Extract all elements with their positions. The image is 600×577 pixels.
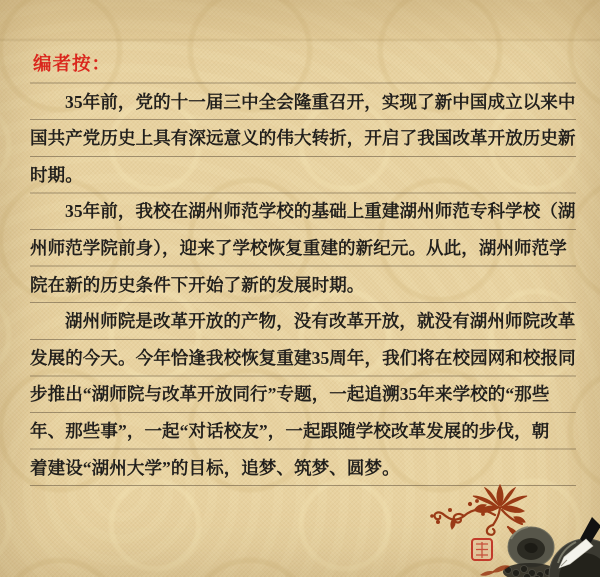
text-line: 院在新的历史条件下开始了新的发展时期。 — [30, 274, 365, 295]
text-line: 湖州师院是改革开放的产物，没有改革开放，就没有湖州师院改革 — [65, 311, 576, 332]
editor-note-heading: 编者按： — [33, 55, 112, 75]
text-line: 州师范学院前身），迎来了学校恢复重建的新纪元。从此，湖州师范学 — [30, 237, 567, 258]
text-line: 步推出“湖师院与改革开放同行”专题，一起追溯35年来学校的“那些 — [30, 384, 550, 405]
corner-decoration — [380, 455, 600, 577]
lotus-flower-icon — [431, 485, 528, 539]
inkstone-icon — [508, 527, 554, 567]
text-line: 发展的今天。今年恰逢我校恢复重建35周年，我们将在校园网和校报同 — [30, 347, 576, 368]
text-line: 35年前，我校在湖州师范学校的基础上重建湖州师范专科学校（湖 — [65, 201, 576, 222]
text-line: 着建设“湖州大学”的目标，追梦、筑梦、圆梦。 — [30, 457, 400, 478]
text-line: 时期。 — [30, 164, 83, 185]
text-line: 年、那些事”，一起“对话校友”，一起跟随学校改革发展的步伐，朝 — [30, 420, 550, 441]
seal-stamp-icon — [472, 539, 492, 560]
text-line: 35年前，党的十一届三中全会隆重召开，实现了新中国成立以来中 — [65, 91, 576, 112]
ruled-text-sheet — [30, 47, 576, 487]
text-line: 国共产党历史上具有深远意义的伟大转折，开启了我国改革开放历史新 — [30, 128, 576, 149]
